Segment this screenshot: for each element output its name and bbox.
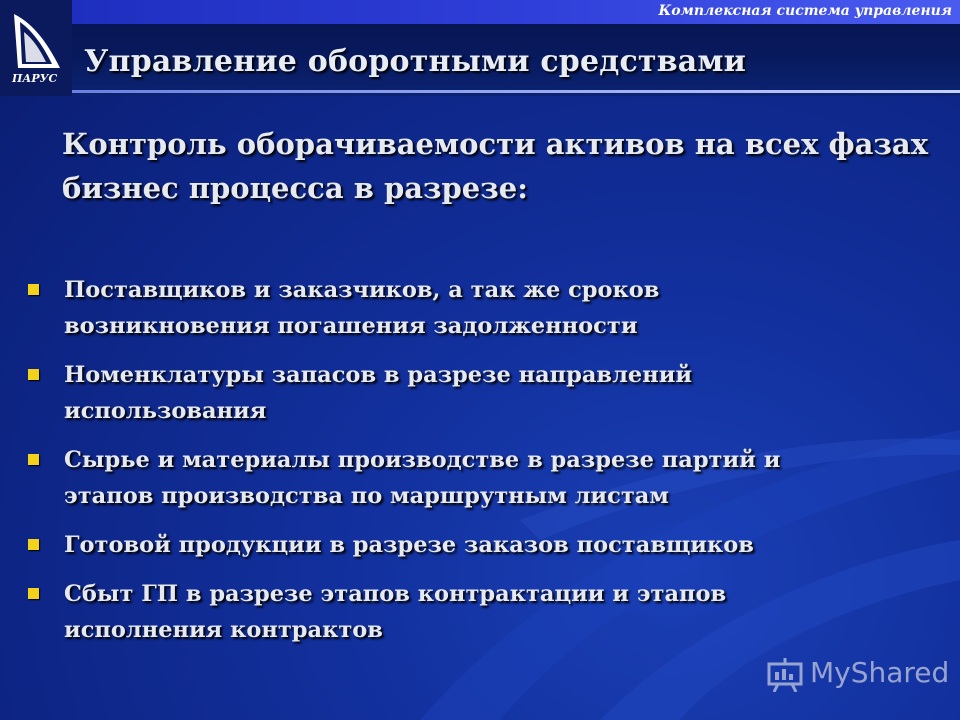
presentation-board-icon (766, 658, 804, 692)
bullet-item (28, 272, 928, 344)
bullet-marker-icon (28, 539, 39, 550)
bullet-line-1: Номенклатуры запасов в разрезе направлений (64, 362, 693, 388)
bullet-line-2: исполнения контрактов (64, 617, 383, 643)
intro-line-1: Контроль оборачиваемости активов на всех фазах (62, 127, 928, 161)
bullet-item (28, 527, 928, 563)
bullet-line-2: возникновения погашения задолженности (64, 313, 638, 339)
bullet-item (28, 357, 928, 429)
bullet-line-1: Сбыт ГП в разрезе этапов контрактации и этапов (64, 581, 727, 607)
bullet-line-2: использования (64, 398, 267, 424)
bullet-item (28, 442, 928, 514)
top-caption-bar (72, 0, 960, 24)
bullet-marker-icon (28, 369, 39, 380)
bullet-line-1: Поставщиков и заказчиков, а так же сроков (64, 277, 660, 303)
intro-text (62, 122, 932, 210)
watermark-text: MyShared (810, 656, 950, 689)
bullet-line-1: Сырье и материалы производстве в разрезе партий и (64, 447, 781, 473)
sail-logo-icon (4, 4, 68, 88)
bullet-list (28, 272, 928, 661)
page-title: Управление оборотными средствами (84, 44, 747, 79)
bullet-line-1: Готовой продукции в разрезе заказов поставщиков (64, 532, 754, 558)
bullet-marker-icon (28, 454, 39, 465)
top-caption: Комплексная система управления (658, 3, 952, 19)
logo (0, 0, 72, 96)
svg-text:ПАРУС: ПАРУС (12, 72, 58, 85)
title-divider (72, 90, 960, 93)
bullet-marker-icon (28, 284, 39, 295)
bullet-item (28, 576, 928, 648)
bullet-marker-icon (28, 588, 39, 599)
bullet-line-2: этапов производства по маршрутным листам (64, 483, 669, 509)
intro-line-2: бизнес процесса в разрезе: (62, 171, 528, 205)
